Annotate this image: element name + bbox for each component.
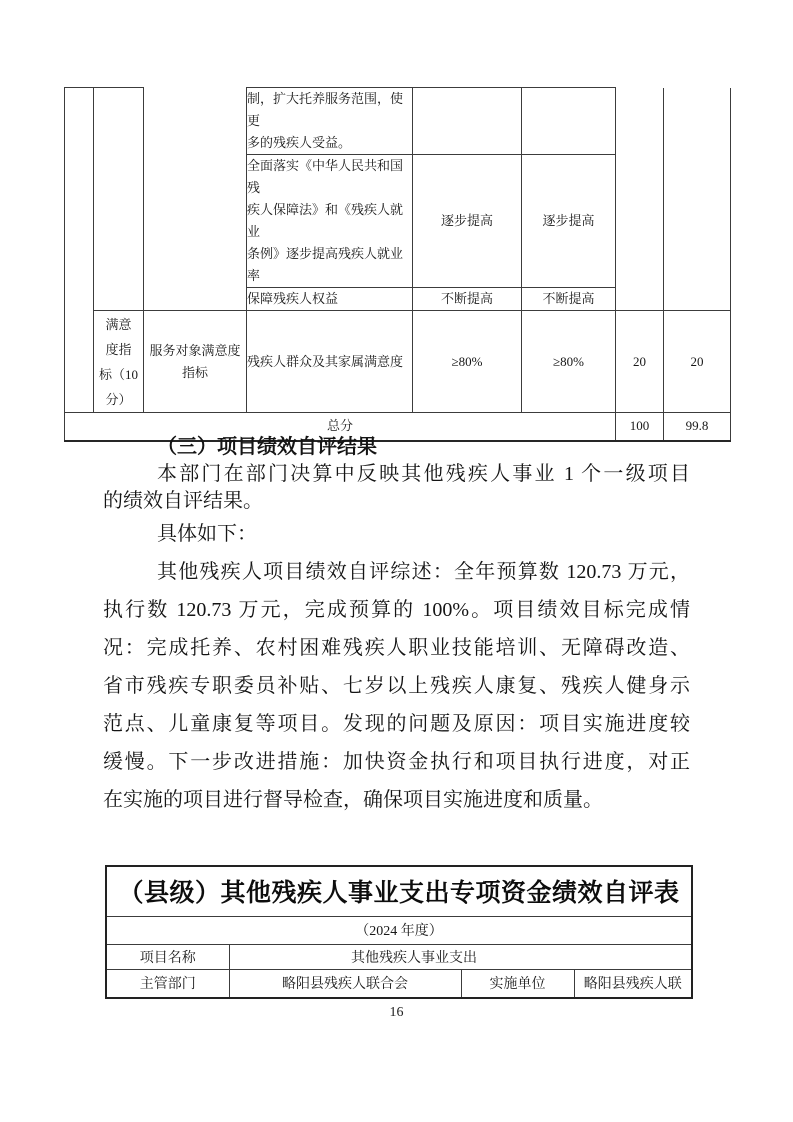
impl-unit-label: 实施单位 — [461, 969, 574, 998]
paragraph-2: 具体如下： — [157, 523, 257, 545]
selfeval-title-row — [106, 866, 692, 916]
selfeval-year-row — [106, 916, 692, 944]
target-cell — [413, 88, 522, 155]
target-cell: 逐步提高 — [413, 155, 522, 288]
spanner-cell-left — [65, 88, 94, 413]
total-weight-cell: 100 — [616, 413, 664, 441]
paragraph-line: 的绩效自评结果。 — [103, 490, 263, 512]
actual-cell: 逐步提高 — [522, 155, 616, 288]
paragraph-line: 其他残疾人项目绩效自评综述：全年预算数 120.73 万元， — [157, 561, 690, 583]
indicator-cell: 残疾人群众及其家属满意度 — [247, 311, 413, 413]
actual-cell: ≥80% — [522, 311, 616, 413]
total-score-cell: 99.8 — [664, 413, 731, 441]
indicator-line: 制，扩大托养服务范围，使更 — [247, 91, 404, 128]
project-name-label: 项目名称 — [106, 944, 229, 969]
section-heading: （三）项目绩效自评结果 — [157, 436, 377, 458]
category-cell-empty — [94, 88, 144, 311]
indicator-line: 全面落实《中华人民共和国残 — [247, 158, 404, 195]
body-text — [103, 434, 690, 819]
weight-cell-empty — [616, 88, 664, 311]
target-cell: ≥80% — [413, 311, 522, 413]
actual-cell — [522, 88, 616, 155]
project-name-value: 其他残疾人事业支出 — [351, 950, 477, 966]
page-number: 16 — [389, 1005, 404, 1020]
paragraph-line: 况：完成托养、农村困难残疾人职业技能培训、无障碍改造、 — [103, 637, 690, 659]
total-label-cell: 总分 — [65, 413, 616, 441]
weight-cell: 20 — [616, 311, 664, 413]
paragraph-line: 省市残疾专职委员补贴、七岁以上残疾人康复、残疾人健身示 — [103, 675, 690, 697]
table-row — [65, 88, 731, 155]
dept-label: 主管部门 — [106, 969, 229, 998]
score-cell: 20 — [664, 311, 731, 413]
category-line: 满意 — [105, 316, 132, 332]
actual-cell: 不断提高 — [522, 288, 616, 311]
score-cell-empty — [664, 88, 731, 311]
project-name-cell — [229, 944, 692, 969]
paragraph-line: 在实施的项目进行督导检查，确保项目实施进度和质量。 — [103, 789, 603, 811]
category-line: 分） — [105, 391, 132, 407]
indicator-line: 多的残疾人受益。 — [247, 135, 352, 150]
target-cell: 不断提高 — [413, 288, 522, 311]
indicator-line: 条例》逐步提高残疾人就业率 — [247, 246, 404, 283]
category-line: 标（10 — [98, 366, 138, 382]
indicator-line: 疾人保障法》和《残疾人就业 — [247, 202, 404, 239]
paragraph-line: 本部门在部门决算中反映其他残疾人事业 1 个一级项目 — [157, 463, 690, 485]
selfeval-dept-row — [106, 969, 692, 998]
selfeval-year: （2024 年度） — [106, 916, 692, 944]
selfeval-table — [105, 865, 693, 999]
table-row-satisfaction — [65, 311, 731, 413]
indicator-cell — [247, 88, 413, 155]
paragraph-3 — [103, 553, 690, 819]
subcategory-cell — [144, 311, 247, 413]
subcategory-cell-empty — [144, 88, 247, 311]
paragraph-line: 缓慢。下一步改进措施：加快资金执行和项目执行进度，对正 — [103, 751, 690, 773]
indicator-score-table — [64, 87, 731, 442]
subcategory-line: 服务对象满意度 — [149, 342, 241, 358]
dept-value: 略阳县残疾人联合会 — [229, 969, 461, 998]
paragraph-1 — [103, 461, 690, 515]
category-line: 度指 — [105, 341, 132, 357]
selfeval-project-row — [106, 944, 692, 969]
category-cell — [94, 311, 144, 413]
impl-unit-value: 略阳县残疾人联 — [574, 969, 692, 998]
paragraph-line: 范点、儿童康复等项目。发现的问题及原因：项目实施进度较 — [103, 713, 690, 735]
subcategory-line: 指标 — [181, 364, 208, 380]
indicator-cell: 保障残疾人权益 — [247, 288, 413, 311]
indicator-cell — [247, 155, 413, 288]
selfeval-table-title: （县级）其他残疾人事业支出专项资金绩效自评表 — [106, 866, 692, 916]
paragraph-line: 执行数 120.73 万元，完成预算的 100%。项目绩效目标完成情 — [103, 599, 690, 621]
